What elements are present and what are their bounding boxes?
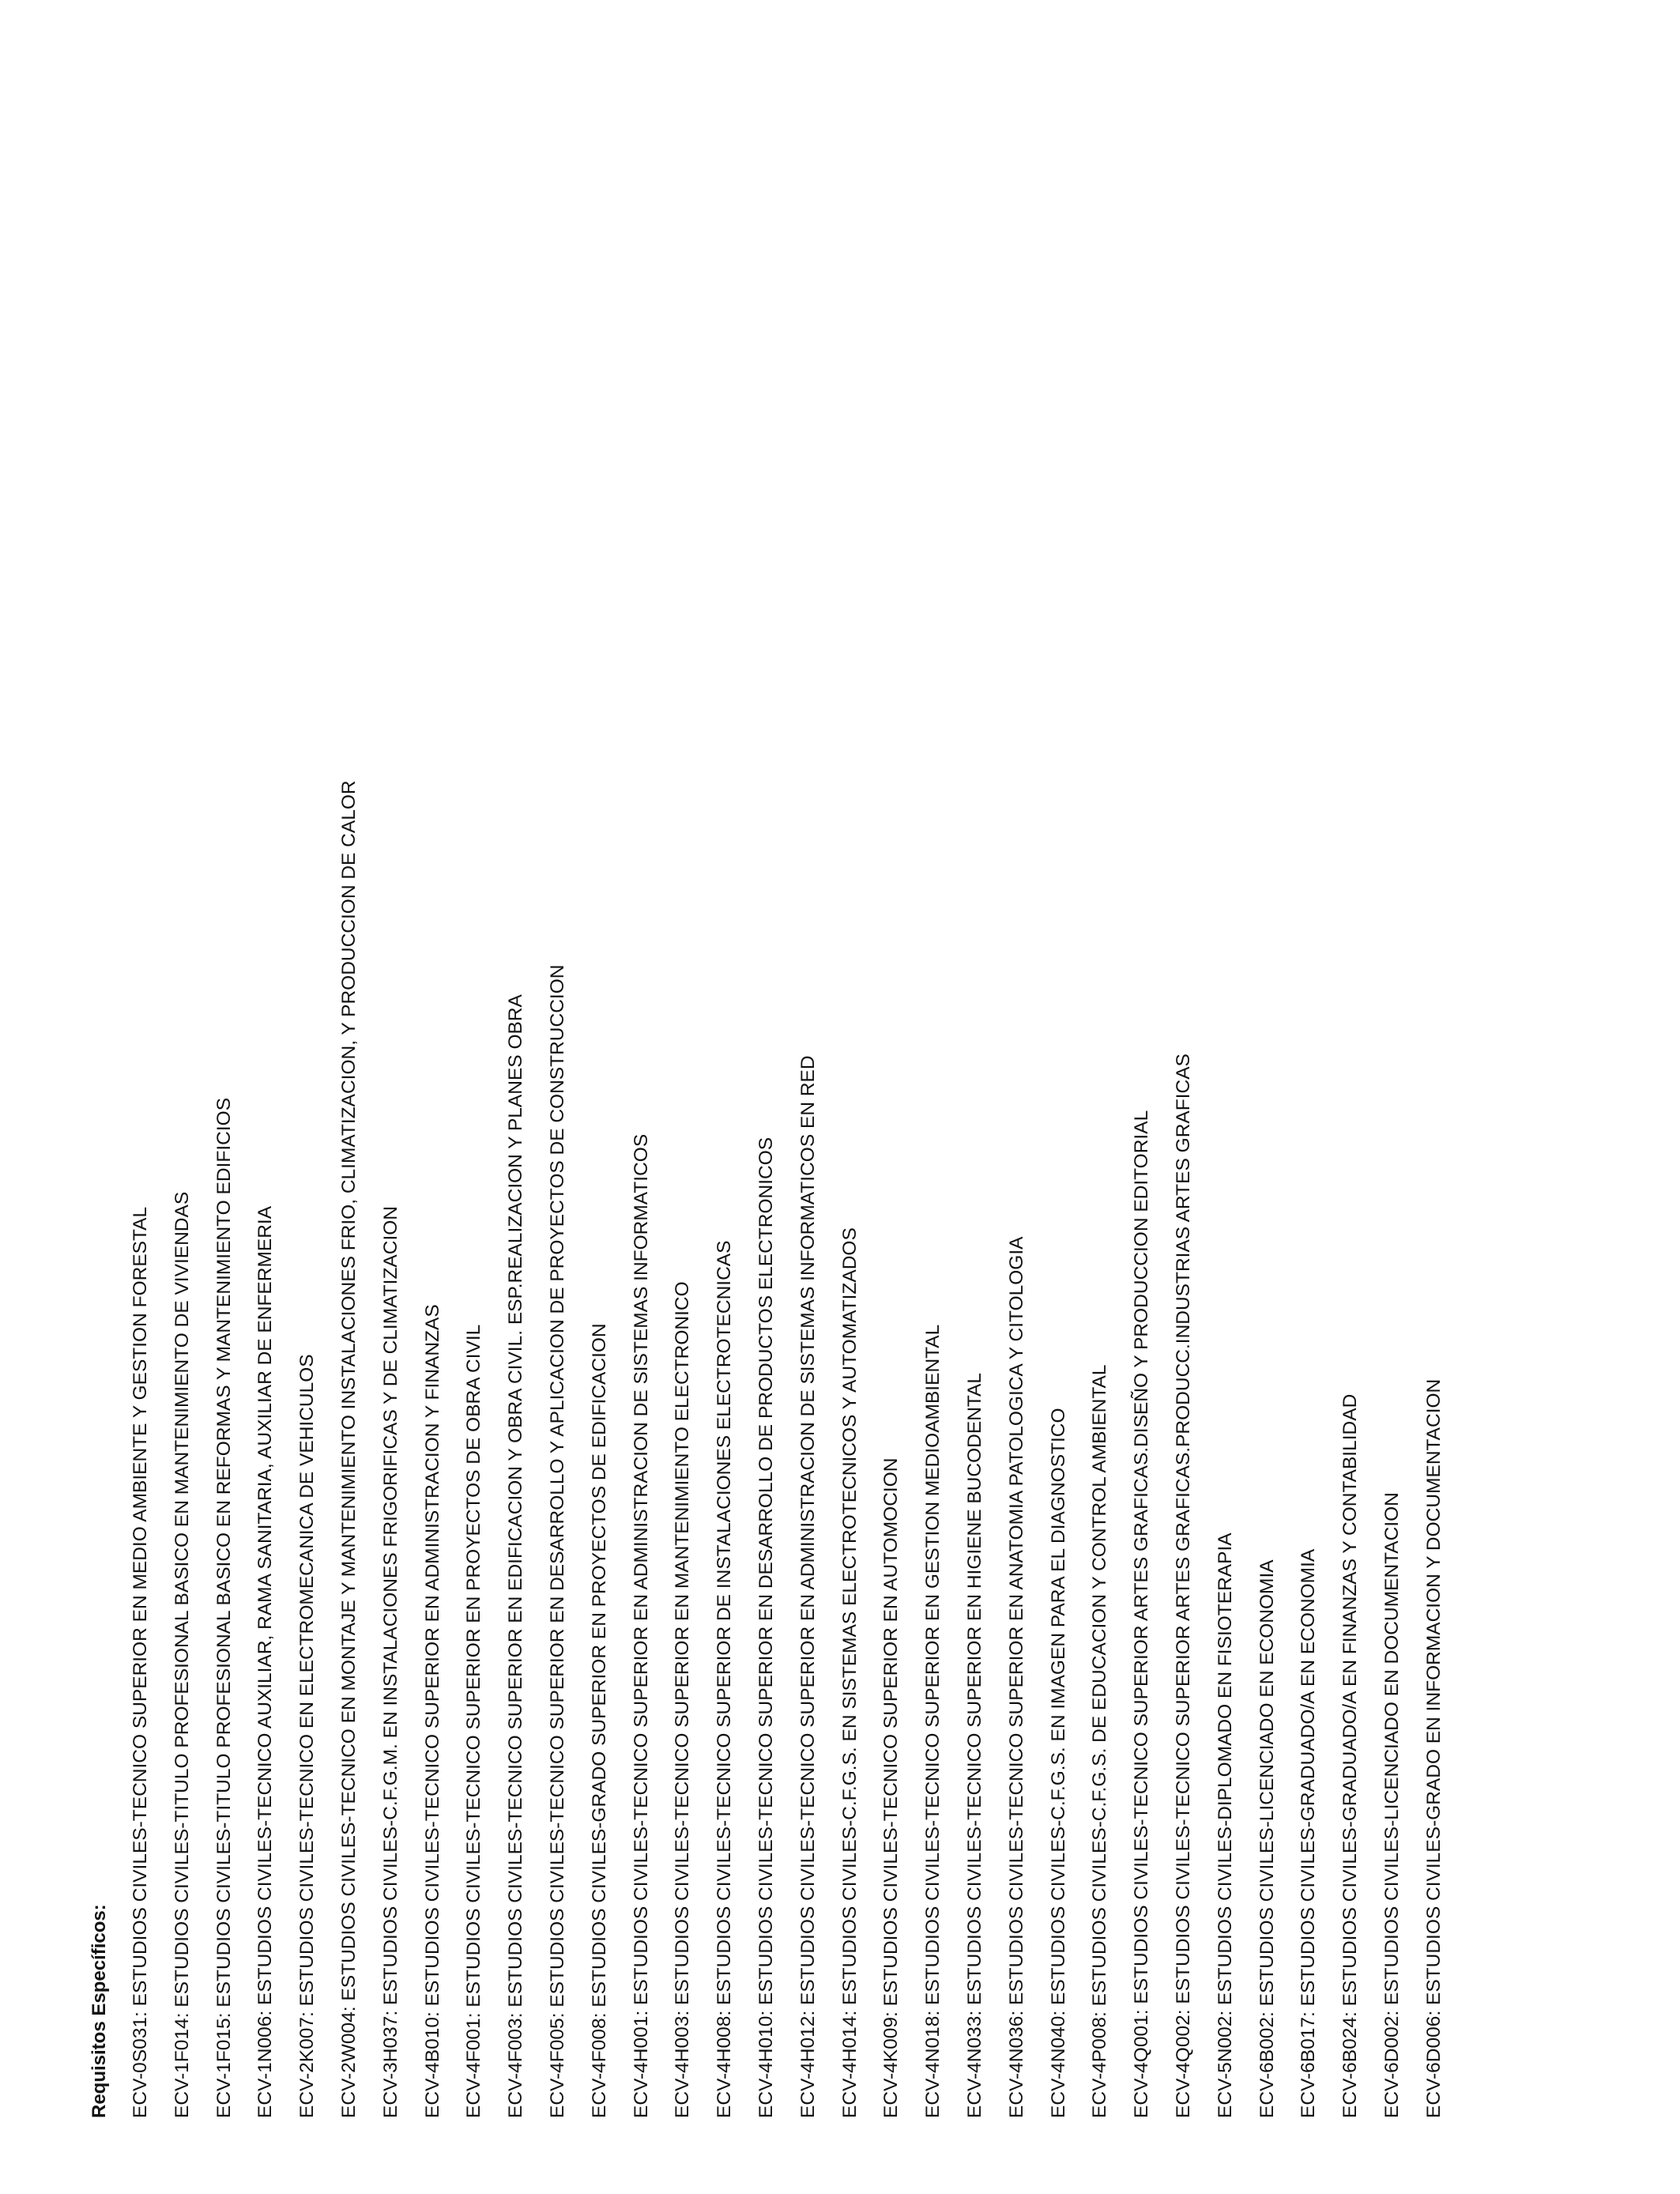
requirement-item: ECV-4N040: ESTUDIOS CIVILES-C.F.G.S. EN IMAGEN PARA EL DIAGNOSTICO (1047, 1408, 1069, 2118)
requirement-item: ECV-6D006: ESTUDIOS CIVILES-GRADO EN INFORMACION Y DOCUMENTACION (1422, 1378, 1445, 2118)
requirement-item: ECV-4F003: ESTUDIOS CIVILES-TECNICO SUPERIOR EN EDIFICACION Y OBRA CIVIL. ESP.REALIZACION Y PLANES OBRA (505, 994, 527, 2118)
requirement-item: ECV-6B002: ESTUDIOS CIVILES-LICENCIADO EN ECONOMIA (1256, 1559, 1278, 2118)
requirement-item: ECV-4F001: ESTUDIOS CIVILES-TECNICO SUPERIOR EN PROYECTOS DE OBRA CIVIL (463, 1324, 485, 2118)
requirement-item: ECV-4H014: ESTUDIOS CIVILES-C.F.G.S. EN SISTEMAS ELECTROTECNICOS Y AUTOMATIZADOS (838, 1227, 861, 2118)
requirement-item: ECV-4P008: ESTUDIOS CIVILES-C.F.G.S. DE EDUCACION Y CONTROL AMBIENTAL (1089, 1364, 1111, 2118)
requirement-item: ECV-4H008: ESTUDIOS CIVILES-TECNICO SUPERIOR DE INSTALACIONES ELECTROTECNICAS (714, 1240, 736, 2118)
requirement-item: ECV-4Q002: ESTUDIOS CIVILES-TECNICO SUPERIOR ARTES GRAFICAS.PRODUCC.INDUSTRIAS ARTES GRAFICAS (1172, 1054, 1194, 2118)
requirement-item: ECV-4N033: ESTUDIOS CIVILES-TECNICO SUPERIOR EN HIGIENE BUCODENTAL (963, 1373, 985, 2118)
requirement-item: ECV-2W004: ESTUDIOS CIVILES-TECNICO EN MONTAJE Y MANTENIMIENTO INSTALACIONES FRIO, CLIMATIZACION, Y PRODUCCION DE CALOR (337, 780, 360, 2118)
requirement-item: ECV-5N002: ESTUDIOS CIVILES-DIPLOMADO EN FISIOTERAPIA (1214, 1532, 1236, 2118)
requirement-item: ECV-4Q001: ESTUDIOS CIVILES-TECNICO SUPERIOR ARTES GRAFICAS.DISEÑO Y PRODUCCION EDITORIAL (1131, 1110, 1153, 2118)
requirement-item: ECV-4N018: ESTUDIOS CIVILES-TECNICO SUPERIOR EN GESTION MEDIOAMBIENTAL (922, 1324, 944, 2118)
requirement-item: ECV-4N036: ESTUDIOS CIVILES-TECNICO SUPERIOR EN ANATOMIA PATOLOGICA Y CITOLOGIA (1005, 1236, 1027, 2118)
rotated-document-page (79, 32, 1501, 2118)
requirement-item: ECV-1N006: ESTUDIOS CIVILES-TECNICO AUXILIAR, RAMA SANITARIA, AUXILIAR DE ENFERMERIA (254, 1205, 277, 2118)
requirement-item: ECV-4H001: ESTUDIOS CIVILES-TECNICO SUPERIOR EN ADMINISTRACION DE SISTEMAS INFORMATICOS (630, 1133, 652, 2118)
requirement-item: ECV-3H037: ESTUDIOS CIVILES-C.F.G.M. EN INSTALACIONES FRIGORIFICAS Y DE CLIMATIZACION (379, 1205, 401, 2118)
requirement-item: ECV-4B010: ESTUDIOS CIVILES-TECNICO SUPERIOR EN ADMINISTRACION Y FINANZAS (421, 1304, 443, 2118)
requirement-item: ECV-1F015: ESTUDIOS CIVILES-TITULO PROFESIONAL BASICO EN REFORMAS Y MANTENIMIENTO EDIFICIOS (213, 1097, 235, 2118)
requirements-heading: Requisitos Específicos: (89, 1904, 110, 2118)
requirement-item: ECV-0S031: ESTUDIOS CIVILES-TECNICO SUPERIOR EN MEDIO AMBIENTE Y GESTION FORESTAL (130, 1206, 151, 2118)
requirement-item: ECV-6D002: ESTUDIOS CIVILES-LICENCIADO EN DOCUMENTACION (1381, 1492, 1403, 2118)
requirement-item: ECV-4H003: ESTUDIOS CIVILES-TECNICO SUPERIOR EN MANTENIMIENTO ELECTRONICO (672, 1281, 694, 2118)
requirement-item: ECV-4F008: ESTUDIOS CIVILES-GRADO SUPERIOR EN PROYECTOS DE EDIFICACION (588, 1323, 610, 2118)
requirement-item: ECV-4H010: ESTUDIOS CIVILES-TECNICO SUPERIOR EN DESARROLLO DE PRODUCTOS ELECTRONICOS (755, 1137, 777, 2118)
requirement-item: ECV-4H012: ESTUDIOS CIVILES-TECNICO SUPERIOR EN ADMINISTRACION DE SISTEMAS INFORMATICOS EN RED (797, 1055, 819, 2118)
requirement-item: ECV-6B017: ESTUDIOS CIVILES-GRADUADO/A EN ECONOMIA (1298, 1548, 1320, 2118)
requirement-item: ECV-2K007: ESTUDIOS CIVILES-TECNICO EN ELECTROMECANICA DE VEHICULOS (296, 1354, 318, 2118)
requirement-item: ECV-6B024: ESTUDIOS CIVILES-GRADUADO/A EN FINANZAS Y CONTABILIDAD (1339, 1393, 1362, 2118)
requirements-list (120, 32, 1456, 2118)
requirement-item: ECV-4K009: ESTUDIOS CIVILES-TECNICO SUPERIOR EN AUTOMOCION (880, 1457, 902, 2118)
requirement-item: ECV-1F014: ESTUDIOS CIVILES-TITULO PROFESIONAL BASICO EN MANTENIMIENTO DE VIVIENDAS (171, 1191, 193, 2118)
requirement-item: ECV-4F005: ESTUDIOS CIVILES-TECNICO SUPERIOR EN DESARROLLO Y APLICACION DE PROYECTOS DE CONSTRUCCION (546, 964, 568, 2118)
